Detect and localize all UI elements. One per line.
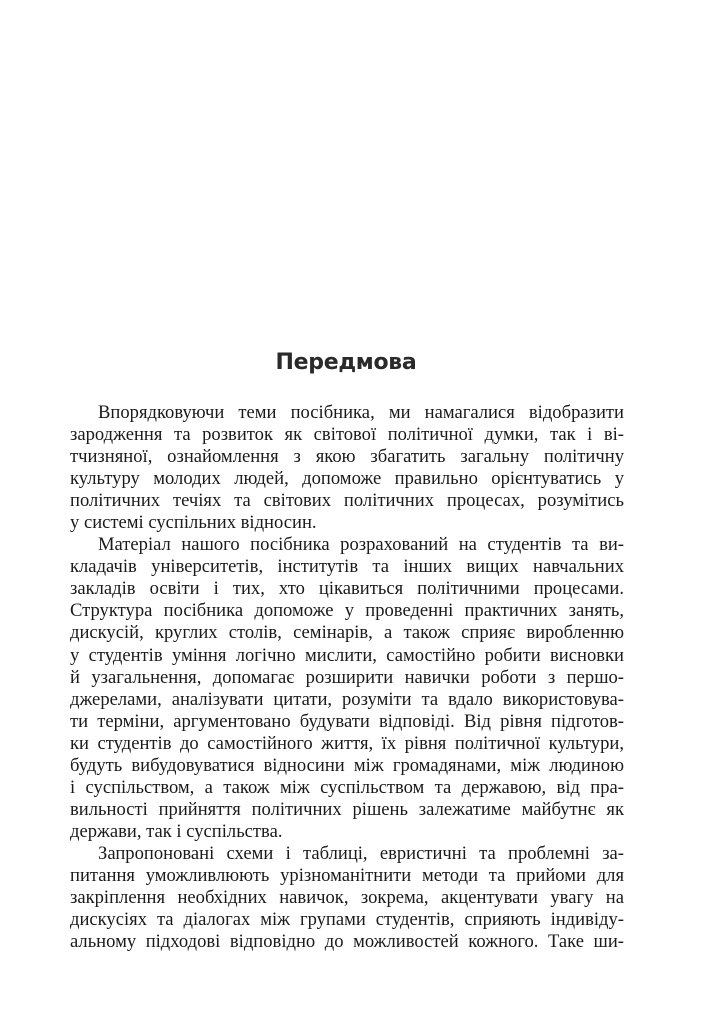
body-text	[70, 402, 624, 953]
text-line: ки студентів до самостійного життя, їх рівня політичної культури,	[70, 732, 624, 754]
text-line: закріплення необхідних навичок, зокрема, акцентувати увагу на	[70, 887, 624, 909]
text-line: Структура посібника допоможе у проведенні практичних занять,	[70, 600, 624, 622]
paragraph-3	[70, 843, 624, 953]
text-line: джерелами, аналізувати цитати, розуміти та вдало використовува-	[70, 688, 624, 710]
text-line: ти терміни, аргументовано будувати відповіді. Від рівня підготов-	[70, 710, 624, 732]
text-line: і суспільством, а також між суспільством та державою, від пра-	[70, 776, 624, 798]
page-title: Передмова	[275, 350, 417, 375]
text-line: дискусій, круглих столів, семінарів, а також сприяє виробленню	[70, 622, 624, 644]
text-line: зародження та розвиток як світової політичної думки, так і ві-	[70, 424, 624, 446]
text-line: й узагальнення, допомагає розширити навички роботи з першо-	[70, 666, 624, 688]
paragraph-1	[70, 402, 624, 534]
paragraph-2	[70, 534, 624, 843]
text-line: закладів освіти і тих, хто цікавиться політичними процесами.	[70, 578, 624, 600]
text-line: будуть вибудовуватися відносини між громадянами, між людиною	[70, 754, 624, 776]
text-line: держави, так і суспільства.	[70, 820, 283, 842]
text-line: тчизняної, ознайомлення з якою збагатить загальну політичну	[70, 446, 624, 468]
text-line: кладачів університетів, інститутів та інших вищих навчальних	[70, 556, 624, 578]
text-line: вильності прийняття політичних рішень залежатиме майбутнє як	[70, 798, 624, 820]
text-line: альному підходові відповідно до можливостей кожного. Таке ши-	[70, 931, 624, 953]
text-line: Впорядковуючи теми посібника, ми намагалися відобразити	[98, 402, 624, 423]
text-line: у системі суспільних відносин.	[70, 512, 317, 534]
text-line: культуру молодих людей, допоможе правильно орієнтуватись у	[70, 468, 624, 490]
text-line: питання уможливлюють урізноманітнити методи та прийоми для	[70, 864, 624, 886]
text-line: у студентів уміння логічно мислити, самостійно робити висновки	[70, 644, 624, 666]
text-line: дискусіях та діалогах між групами студентів, сприяють індивіду-	[70, 909, 624, 931]
text-line: політичних течіях та світових політичних процесах, розумітись	[70, 490, 624, 512]
text-line: Матеріал нашого посібника розрахований на студентів та ви-	[98, 534, 624, 556]
text-line: Запропоновані схеми і таблиці, евристичні та проблемні за-	[98, 842, 624, 864]
